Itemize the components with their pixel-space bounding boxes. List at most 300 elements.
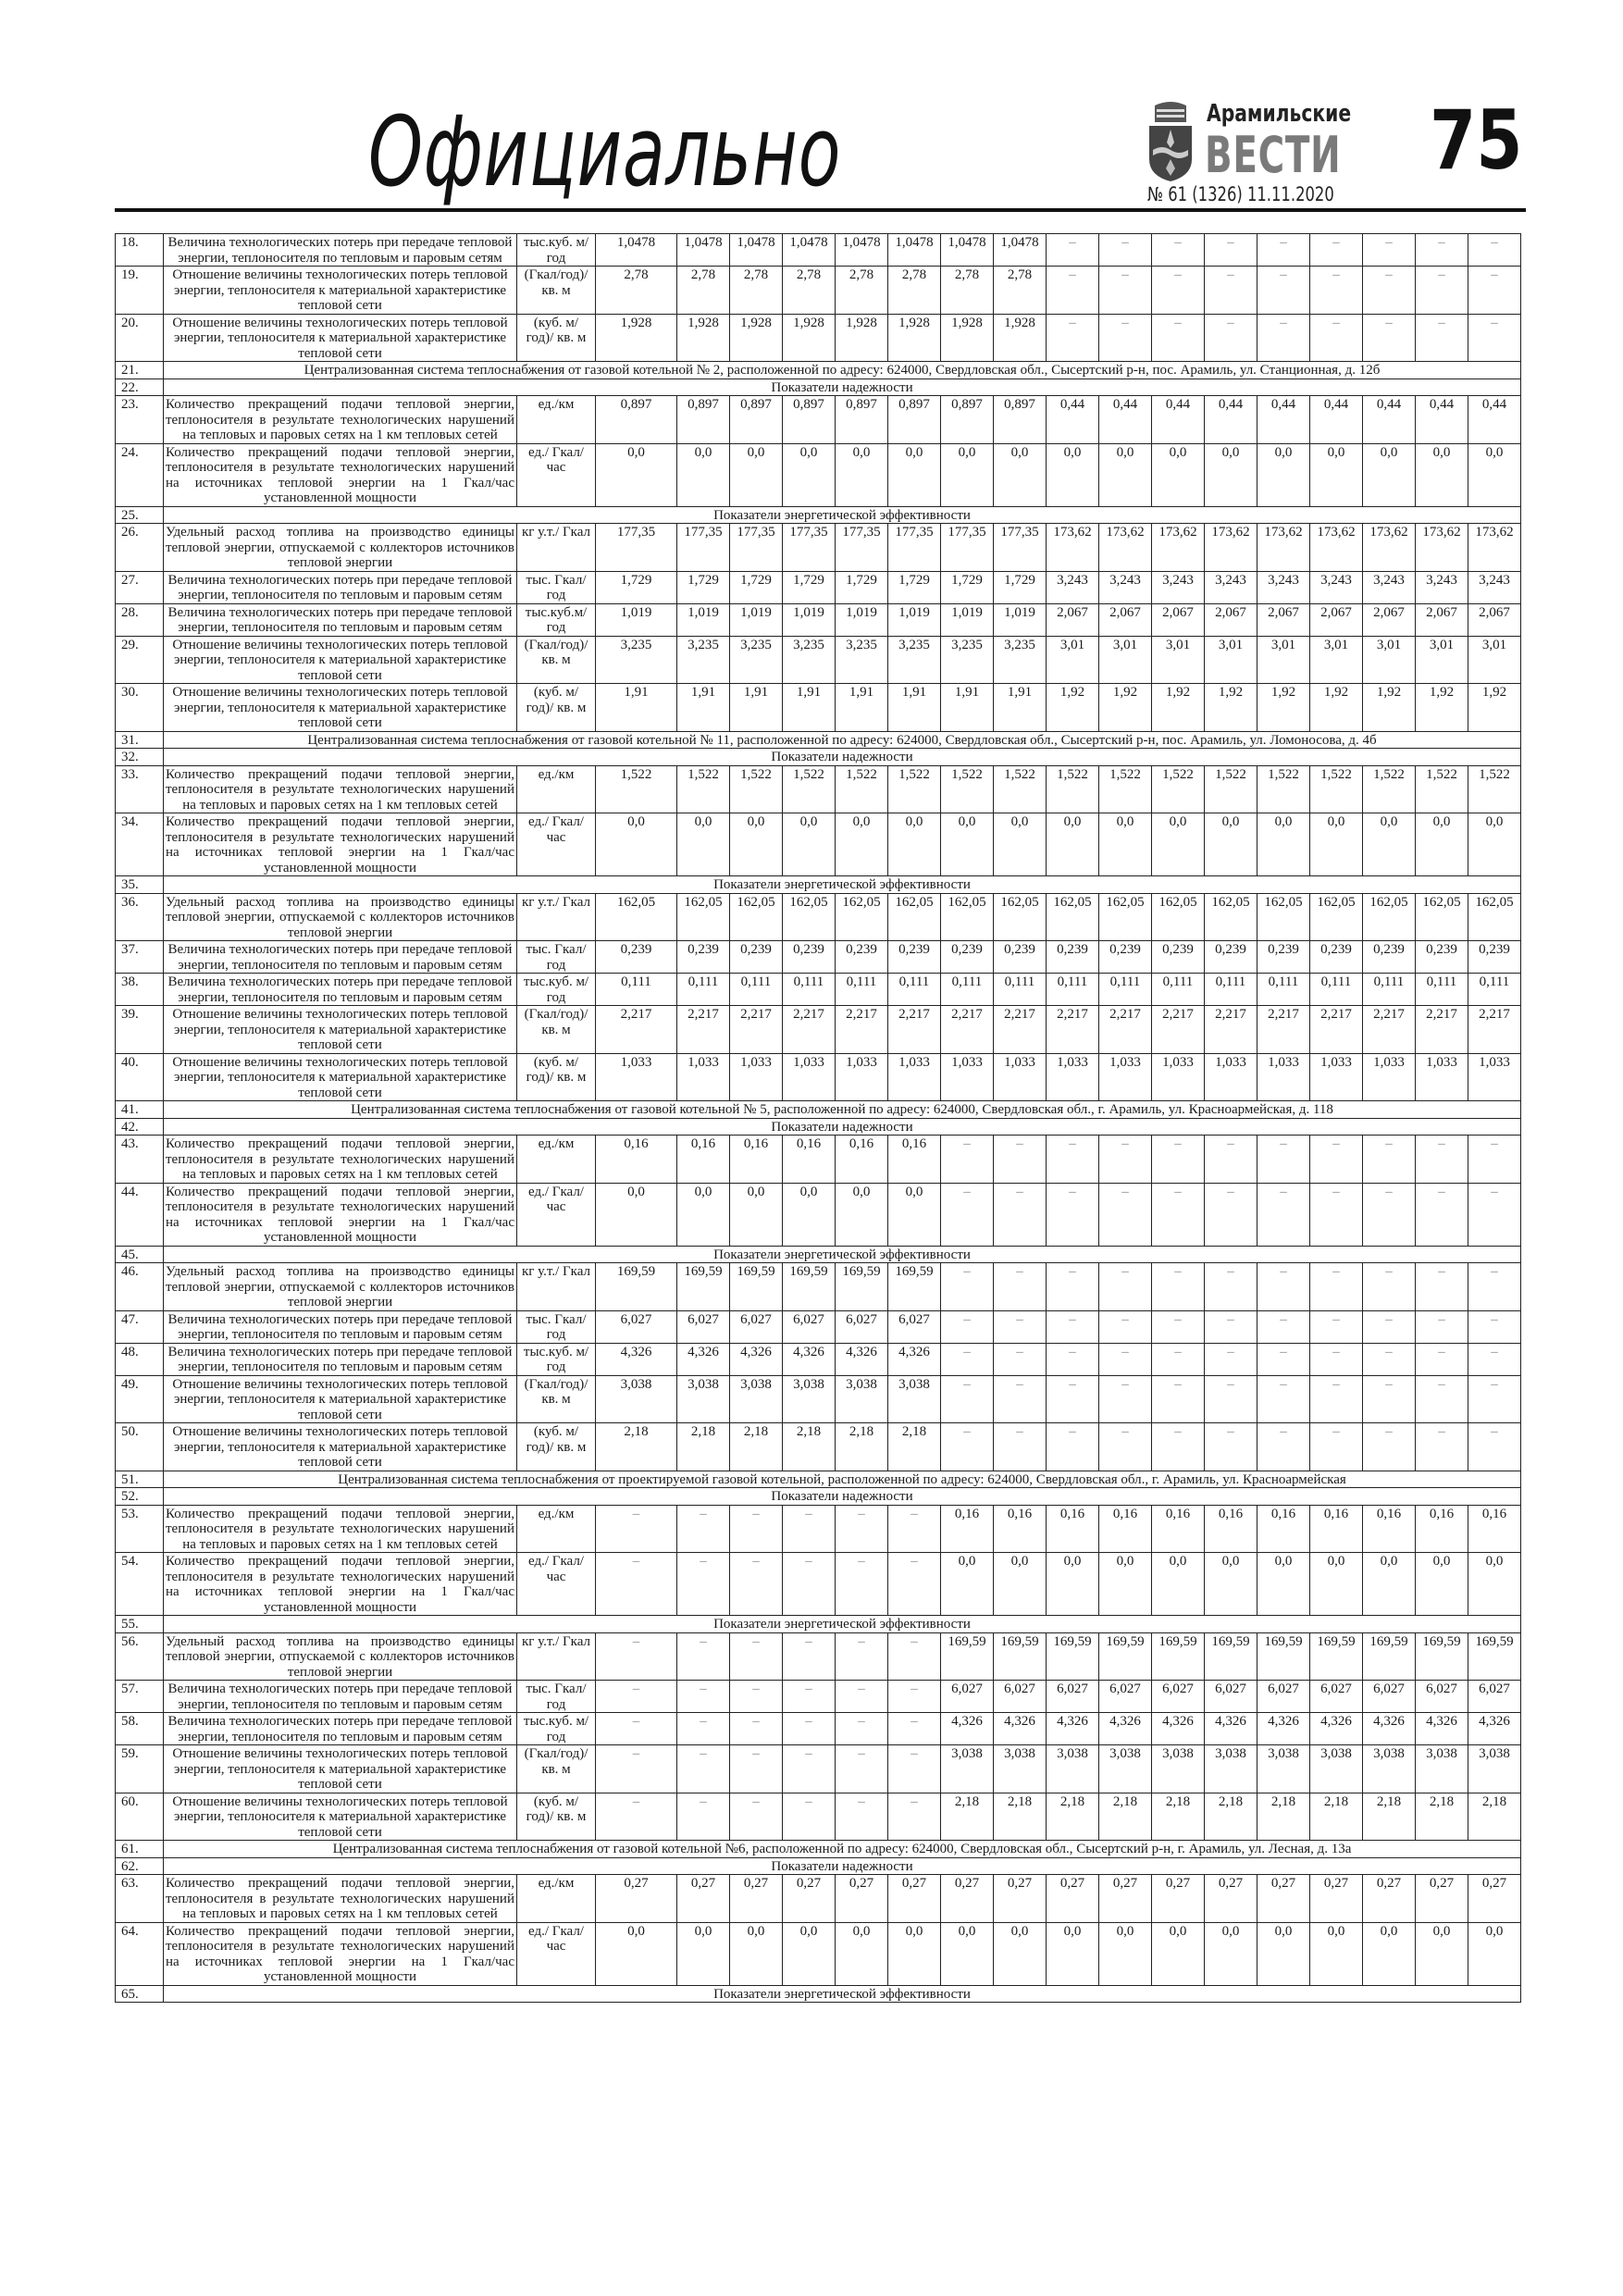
value-cell: 1,522 bbox=[783, 765, 836, 813]
value-cell: 0,0 bbox=[596, 1922, 677, 1985]
value-cell: 162,05 bbox=[1099, 893, 1152, 941]
section-heading: Централизованная система теплоснабжения от газовой котельной № 5, расположенной по адресу: 624000, Свердловская обл., г. Арамиль, ул. Красноармейская, д. 118 bbox=[164, 1101, 1521, 1119]
value-cell: 0,0 bbox=[1152, 1922, 1205, 1985]
value-cell: 3,038 bbox=[1205, 1745, 1258, 1793]
unit-cell: (Гкал/год)/ кв. м bbox=[517, 636, 596, 684]
value-cell: – bbox=[1099, 267, 1152, 315]
row-number: 36. bbox=[116, 893, 164, 941]
row-number: 64. bbox=[116, 1922, 164, 1985]
value-cell: 4,326 bbox=[836, 1343, 888, 1375]
value-cell: 1,928 bbox=[677, 314, 730, 362]
value-cell: 3,038 bbox=[994, 1745, 1047, 1793]
indicator-name: Количество прекращений подачи тепловой энергии, теплоносителя в результате технологических нарушений на тепловых и паровых сетях на 1 км тепловых сетей bbox=[164, 396, 517, 444]
value-cell: – bbox=[994, 1310, 1047, 1343]
section-heading: Централизованная система теплоснабжения от проектируемой газовой котельной, расположенной по адресу: 624000, Свердловская обл., г. Арамиль, ул. Красноармейская bbox=[164, 1471, 1521, 1488]
value-cell: 4,326 bbox=[1047, 1713, 1099, 1745]
value-cell: – bbox=[1152, 1423, 1205, 1471]
value-cell: 0,111 bbox=[783, 974, 836, 1006]
value-cell: 0,0 bbox=[1205, 813, 1258, 876]
row-number: 43. bbox=[116, 1136, 164, 1184]
value-cell: 0,0 bbox=[1152, 443, 1205, 506]
row-number: 41. bbox=[116, 1101, 164, 1119]
value-cell: – bbox=[596, 1505, 677, 1553]
unit-cell: тыс.куб. м/ год bbox=[517, 974, 596, 1006]
value-cell: – bbox=[1099, 1263, 1152, 1311]
value-cell: – bbox=[1310, 1423, 1363, 1471]
value-cell: 0,0 bbox=[677, 1183, 730, 1246]
value-cell: 2,217 bbox=[1205, 1006, 1258, 1054]
indicator-name: Отношение величины технологических потерь тепловой энергии, теплоносителя к материальной характеристике тепловой сети bbox=[164, 1006, 517, 1054]
value-cell: 1,928 bbox=[836, 314, 888, 362]
unit-cell: кг у.т./ Гкал bbox=[517, 893, 596, 941]
row-number: 29. bbox=[116, 636, 164, 684]
value-cell: – bbox=[1310, 314, 1363, 362]
value-cell: 173,62 bbox=[1205, 524, 1258, 572]
value-cell: 0,0 bbox=[1099, 813, 1152, 876]
value-cell: 3,01 bbox=[1258, 636, 1310, 684]
value-cell: 2,18 bbox=[730, 1423, 783, 1471]
value-cell: 169,59 bbox=[888, 1263, 941, 1311]
value-cell: 0,897 bbox=[677, 396, 730, 444]
value-cell: – bbox=[1416, 314, 1468, 362]
value-cell: – bbox=[1099, 1423, 1152, 1471]
value-cell: 0,0 bbox=[1363, 1922, 1416, 1985]
value-cell: 3,235 bbox=[596, 636, 677, 684]
value-cell: 0,16 bbox=[677, 1136, 730, 1184]
value-cell: 2,18 bbox=[1416, 1793, 1468, 1841]
value-cell: – bbox=[1047, 1423, 1099, 1471]
value-cell: 0,0 bbox=[1258, 813, 1310, 876]
value-cell: 6,027 bbox=[888, 1310, 941, 1343]
value-cell: 3,243 bbox=[1047, 571, 1099, 603]
section-heading: Показатели надежности bbox=[164, 1488, 1521, 1506]
table-row bbox=[116, 234, 1521, 267]
value-cell: 169,59 bbox=[1047, 1632, 1099, 1681]
value-cell: 1,033 bbox=[1363, 1053, 1416, 1101]
value-cell: 1,91 bbox=[783, 684, 836, 732]
value-cell: 4,326 bbox=[888, 1343, 941, 1375]
value-cell: 1,522 bbox=[1152, 765, 1205, 813]
value-cell: – bbox=[1363, 1310, 1416, 1343]
value-cell: 169,59 bbox=[596, 1263, 677, 1311]
value-cell: 0,0 bbox=[1416, 1922, 1468, 1985]
value-cell: – bbox=[1258, 1375, 1310, 1423]
value-cell: 3,038 bbox=[1047, 1745, 1099, 1793]
value-cell: 173,62 bbox=[1363, 524, 1416, 572]
value-cell: – bbox=[1363, 1343, 1416, 1375]
value-cell: 2,18 bbox=[836, 1423, 888, 1471]
value-cell: 173,62 bbox=[1099, 524, 1152, 572]
value-cell: 1,928 bbox=[783, 314, 836, 362]
value-cell: 2,217 bbox=[783, 1006, 836, 1054]
value-cell: – bbox=[1258, 234, 1310, 267]
value-cell: 0,16 bbox=[1047, 1505, 1099, 1553]
value-cell: 2,18 bbox=[783, 1423, 836, 1471]
value-cell: – bbox=[994, 1136, 1047, 1184]
value-cell: 0,111 bbox=[596, 974, 677, 1006]
value-cell: – bbox=[1099, 314, 1152, 362]
row-number: 28. bbox=[116, 603, 164, 636]
indicator-name: Величина технологических потерь при передаче тепловой энергии, теплоносителя по тепловым и паровым сетям bbox=[164, 571, 517, 603]
value-cell: 0,239 bbox=[1152, 941, 1205, 974]
value-cell: 0,16 bbox=[1416, 1505, 1468, 1553]
indicator-name: Отношение величины технологических потерь тепловой энергии, теплоносителя к материальной характеристике тепловой сети bbox=[164, 684, 517, 732]
value-cell: – bbox=[1416, 1183, 1468, 1246]
value-cell: 173,62 bbox=[1047, 524, 1099, 572]
value-cell: 0,27 bbox=[941, 1875, 994, 1923]
value-cell: – bbox=[730, 1793, 783, 1841]
value-cell: 169,59 bbox=[730, 1263, 783, 1311]
value-cell: 0,27 bbox=[1310, 1875, 1363, 1923]
value-cell: 2,217 bbox=[1468, 1006, 1521, 1054]
value-cell: 1,019 bbox=[941, 603, 994, 636]
value-cell: 0,0 bbox=[730, 443, 783, 506]
value-cell: 1,729 bbox=[941, 571, 994, 603]
indicator-name: Отношение величины технологических потерь тепловой энергии, теплоносителя к материальной характеристике тепловой сети bbox=[164, 1793, 517, 1841]
value-cell: 1,033 bbox=[596, 1053, 677, 1101]
value-cell: 0,0 bbox=[1152, 813, 1205, 876]
value-cell: 1,033 bbox=[1152, 1053, 1205, 1101]
value-cell: – bbox=[1099, 1310, 1152, 1343]
value-cell: 3,038 bbox=[1258, 1745, 1310, 1793]
value-cell: 169,59 bbox=[1416, 1632, 1468, 1681]
value-cell: 2,217 bbox=[1310, 1006, 1363, 1054]
table-row bbox=[116, 813, 1521, 876]
value-cell: 169,59 bbox=[1363, 1632, 1416, 1681]
indicator-name: Удельный расход топлива на производство единицы тепловой энергии, отпускаемой с коллекторов источников тепловой энергии bbox=[164, 1263, 517, 1311]
value-cell: 162,05 bbox=[730, 893, 783, 941]
section-row bbox=[116, 1488, 1521, 1506]
value-cell: 2,217 bbox=[1152, 1006, 1205, 1054]
value-cell: 0,16 bbox=[1099, 1505, 1152, 1553]
value-cell: 2,217 bbox=[730, 1006, 783, 1054]
value-cell: 3,038 bbox=[1468, 1745, 1521, 1793]
row-number: 55. bbox=[116, 1616, 164, 1633]
unit-cell: ед./ Гкал/час bbox=[517, 443, 596, 506]
value-cell: – bbox=[1416, 1343, 1468, 1375]
section-row bbox=[116, 1118, 1521, 1136]
value-cell: 177,35 bbox=[888, 524, 941, 572]
value-cell: 0,44 bbox=[1152, 396, 1205, 444]
value-cell: 1,92 bbox=[1047, 684, 1099, 732]
value-cell: – bbox=[677, 1553, 730, 1616]
value-cell: 2,78 bbox=[783, 267, 836, 315]
unit-cell: ед./ Гкал/час bbox=[517, 813, 596, 876]
value-cell: 169,59 bbox=[677, 1263, 730, 1311]
value-cell: 1,91 bbox=[836, 684, 888, 732]
value-cell: 1,928 bbox=[994, 314, 1047, 362]
value-cell: 162,05 bbox=[994, 893, 1047, 941]
value-cell: 1,033 bbox=[783, 1053, 836, 1101]
value-cell: 0,16 bbox=[1152, 1505, 1205, 1553]
value-cell: 0,111 bbox=[1258, 974, 1310, 1006]
value-cell: 0,44 bbox=[1205, 396, 1258, 444]
value-cell: – bbox=[783, 1793, 836, 1841]
indicator-name: Отношение величины технологических потерь тепловой энергии, теплоносителя к материальной характеристике тепловой сети bbox=[164, 314, 517, 362]
indicator-name: Отношение величины технологических потерь тепловой энергии, теплоносителя к материальной характеристике тепловой сети bbox=[164, 1053, 517, 1101]
value-cell: – bbox=[596, 1632, 677, 1681]
value-cell: 0,44 bbox=[1416, 396, 1468, 444]
value-cell: 177,35 bbox=[730, 524, 783, 572]
value-cell: 3,235 bbox=[730, 636, 783, 684]
section-row bbox=[116, 1841, 1521, 1858]
value-cell: 1,91 bbox=[677, 684, 730, 732]
value-cell: 3,01 bbox=[1310, 636, 1363, 684]
indicator-name: Отношение величины технологических потерь тепловой энергии, теплоносителя к материальной характеристике тепловой сети bbox=[164, 1423, 517, 1471]
value-cell: 173,62 bbox=[1310, 524, 1363, 572]
unit-cell: ед./км bbox=[517, 1875, 596, 1923]
table-row bbox=[116, 267, 1521, 315]
value-cell: 1,729 bbox=[994, 571, 1047, 603]
value-cell: 169,59 bbox=[1468, 1632, 1521, 1681]
value-cell: – bbox=[1310, 234, 1363, 267]
value-cell: 0,239 bbox=[783, 941, 836, 974]
value-cell: 177,35 bbox=[941, 524, 994, 572]
value-cell: 2,067 bbox=[1047, 603, 1099, 636]
value-cell: 0,111 bbox=[1047, 974, 1099, 1006]
value-cell: – bbox=[1047, 267, 1099, 315]
value-cell: 3,038 bbox=[1363, 1745, 1416, 1793]
value-cell: 1,92 bbox=[1205, 684, 1258, 732]
indicator-name: Удельный расход топлива на производство единицы тепловой энергии, отпускаемой с коллекторов источников тепловой энергии bbox=[164, 893, 517, 941]
value-cell: – bbox=[941, 1263, 994, 1311]
value-cell: 0,0 bbox=[1258, 1922, 1310, 1985]
value-cell: – bbox=[1258, 1423, 1310, 1471]
section-heading: Показатели надежности bbox=[164, 1118, 1521, 1136]
value-cell: 1,729 bbox=[677, 571, 730, 603]
section-heading: Показатели энергетической эффективности bbox=[164, 876, 1521, 894]
value-cell: – bbox=[836, 1505, 888, 1553]
row-number: 31. bbox=[116, 731, 164, 749]
value-cell: – bbox=[1468, 234, 1521, 267]
value-cell: 0,0 bbox=[596, 1183, 677, 1246]
value-cell: – bbox=[941, 1375, 994, 1423]
value-cell: – bbox=[994, 1423, 1047, 1471]
value-cell: – bbox=[596, 1793, 677, 1841]
value-cell: 0,0 bbox=[994, 813, 1047, 876]
value-cell: 0,27 bbox=[1363, 1875, 1416, 1923]
value-cell: 6,027 bbox=[1258, 1681, 1310, 1713]
value-cell: 0,0 bbox=[836, 443, 888, 506]
table-row bbox=[116, 524, 1521, 572]
value-cell: 0,0 bbox=[941, 813, 994, 876]
value-cell: 3,243 bbox=[1310, 571, 1363, 603]
value-cell: 3,243 bbox=[1099, 571, 1152, 603]
value-cell: 0,16 bbox=[888, 1136, 941, 1184]
value-cell: – bbox=[1416, 1423, 1468, 1471]
table-row bbox=[116, 636, 1521, 684]
value-cell: – bbox=[1363, 314, 1416, 362]
table-row bbox=[116, 1875, 1521, 1923]
value-cell: 0,0 bbox=[1099, 1553, 1152, 1616]
value-cell: 0,0 bbox=[783, 1183, 836, 1246]
table-row bbox=[116, 1375, 1521, 1423]
value-cell: 1,033 bbox=[1258, 1053, 1310, 1101]
value-cell: 1,522 bbox=[1468, 765, 1521, 813]
value-cell: 3,243 bbox=[1416, 571, 1468, 603]
value-cell: – bbox=[1152, 1183, 1205, 1246]
value-cell: – bbox=[1468, 1375, 1521, 1423]
indicator-name: Отношение величины технологических потерь тепловой энергии, теплоносителя к материальной характеристике тепловой сети bbox=[164, 267, 517, 315]
value-cell: – bbox=[730, 1632, 783, 1681]
value-cell: 1,92 bbox=[1099, 684, 1152, 732]
value-cell: 1,522 bbox=[1258, 765, 1310, 813]
indicator-name: Отношение величины технологических потерь тепловой энергии, теплоносителя к материальной характеристике тепловой сети bbox=[164, 1745, 517, 1793]
section-title: Официально bbox=[368, 95, 842, 208]
value-cell: 6,027 bbox=[1468, 1681, 1521, 1713]
row-number: 22. bbox=[116, 379, 164, 396]
value-cell: 3,038 bbox=[596, 1375, 677, 1423]
value-cell: 0,111 bbox=[1152, 974, 1205, 1006]
value-cell: – bbox=[1416, 1136, 1468, 1184]
value-cell: 0,0 bbox=[941, 1553, 994, 1616]
value-cell: 4,326 bbox=[1363, 1713, 1416, 1745]
value-cell: – bbox=[730, 1681, 783, 1713]
value-cell: 1,0478 bbox=[730, 234, 783, 267]
table-row bbox=[116, 1681, 1521, 1713]
value-cell: 1,033 bbox=[1416, 1053, 1468, 1101]
value-cell: 1,0478 bbox=[596, 234, 677, 267]
value-cell: 0,239 bbox=[1258, 941, 1310, 974]
value-cell: 6,027 bbox=[783, 1310, 836, 1343]
value-cell: 1,019 bbox=[730, 603, 783, 636]
value-cell: 2,067 bbox=[1310, 603, 1363, 636]
value-cell: – bbox=[1416, 1263, 1468, 1311]
indicator-name: Величина технологических потерь при передаче тепловой энергии, теплоносителя по тепловым и паровым сетям bbox=[164, 603, 517, 636]
value-cell: 1,033 bbox=[1310, 1053, 1363, 1101]
value-cell: 169,59 bbox=[836, 1263, 888, 1311]
row-number: 25. bbox=[116, 506, 164, 524]
unit-cell: ед./км bbox=[517, 1505, 596, 1553]
value-cell: – bbox=[1152, 1136, 1205, 1184]
value-cell: 0,16 bbox=[1468, 1505, 1521, 1553]
value-cell: 0,111 bbox=[1416, 974, 1468, 1006]
row-number: 26. bbox=[116, 524, 164, 572]
value-cell: – bbox=[888, 1632, 941, 1681]
value-cell: 1,91 bbox=[730, 684, 783, 732]
value-cell: – bbox=[1416, 234, 1468, 267]
value-cell: – bbox=[836, 1632, 888, 1681]
section-row bbox=[116, 362, 1521, 379]
value-cell: 0,0 bbox=[1205, 1553, 1258, 1616]
value-cell: 1,522 bbox=[1363, 765, 1416, 813]
value-cell: 0,111 bbox=[888, 974, 941, 1006]
table-row bbox=[116, 396, 1521, 444]
section-row bbox=[116, 1616, 1521, 1633]
issue-info: № 61 (1326) 11.11.2020 bbox=[1147, 183, 1334, 205]
value-cell: 0,897 bbox=[596, 396, 677, 444]
value-cell: – bbox=[1152, 1263, 1205, 1311]
value-cell: 0,0 bbox=[1310, 443, 1363, 506]
indicator-name: Количество прекращений подачи тепловой энергии, теплоносителя в результате технологических нарушений на источниках тепловой энергии на 1 Гкал/час установленной мощности bbox=[164, 443, 517, 506]
row-number: 62. bbox=[116, 1857, 164, 1875]
value-cell: 6,027 bbox=[677, 1310, 730, 1343]
value-cell: – bbox=[888, 1793, 941, 1841]
value-cell: – bbox=[1310, 1375, 1363, 1423]
table-row bbox=[116, 1745, 1521, 1793]
value-cell: 2,217 bbox=[1099, 1006, 1152, 1054]
value-cell: – bbox=[730, 1553, 783, 1616]
value-cell: – bbox=[783, 1681, 836, 1713]
value-cell: 3,235 bbox=[888, 636, 941, 684]
value-cell: 2,78 bbox=[941, 267, 994, 315]
table-row bbox=[116, 1713, 1521, 1745]
value-cell: 2,78 bbox=[730, 267, 783, 315]
value-cell: 0,0 bbox=[1468, 1922, 1521, 1985]
value-cell: 2,18 bbox=[677, 1423, 730, 1471]
value-cell: 0,0 bbox=[783, 1922, 836, 1985]
value-cell: – bbox=[1152, 1310, 1205, 1343]
value-cell: – bbox=[1205, 314, 1258, 362]
indicator-name: Количество прекращений подачи тепловой энергии, теплоносителя в результате технологических нарушений на источниках тепловой энергии на 1 Гкал/час установленной мощности bbox=[164, 1183, 517, 1246]
table-row bbox=[116, 1793, 1521, 1841]
value-cell: 6,027 bbox=[596, 1310, 677, 1343]
value-cell: 2,067 bbox=[1363, 603, 1416, 636]
value-cell: 1,729 bbox=[836, 571, 888, 603]
unit-cell: кг у.т./ Гкал bbox=[517, 524, 596, 572]
value-cell: 0,27 bbox=[1468, 1875, 1521, 1923]
value-cell: 0,239 bbox=[677, 941, 730, 974]
value-cell: 0,27 bbox=[1152, 1875, 1205, 1923]
value-cell: 1,0478 bbox=[783, 234, 836, 267]
value-cell: 2,217 bbox=[1258, 1006, 1310, 1054]
value-cell: – bbox=[1099, 1375, 1152, 1423]
value-cell: 1,0478 bbox=[677, 234, 730, 267]
value-cell: 3,038 bbox=[888, 1375, 941, 1423]
value-cell: 0,897 bbox=[836, 396, 888, 444]
value-cell: – bbox=[1310, 1183, 1363, 1246]
value-cell: 0,0 bbox=[1468, 443, 1521, 506]
row-number: 23. bbox=[116, 396, 164, 444]
value-cell: 1,033 bbox=[941, 1053, 994, 1101]
value-cell: 0,0 bbox=[1363, 813, 1416, 876]
value-cell: 1,033 bbox=[1047, 1053, 1099, 1101]
value-cell: 1,92 bbox=[1468, 684, 1521, 732]
value-cell: 2,067 bbox=[1099, 603, 1152, 636]
value-cell: 3,038 bbox=[1310, 1745, 1363, 1793]
value-cell: 2,78 bbox=[994, 267, 1047, 315]
row-number: 65. bbox=[116, 1985, 164, 2003]
value-cell: 6,027 bbox=[1363, 1681, 1416, 1713]
value-cell: – bbox=[836, 1745, 888, 1793]
value-cell: – bbox=[1047, 1310, 1099, 1343]
indicator-name: Количество прекращений подачи тепловой энергии, теплоносителя в результате технологических нарушений на источниках тепловой энергии на 1 Гкал/час установленной мощности bbox=[164, 813, 517, 876]
value-cell: – bbox=[836, 1553, 888, 1616]
value-cell: 1,522 bbox=[836, 765, 888, 813]
value-cell: – bbox=[730, 1505, 783, 1553]
value-cell: 0,0 bbox=[1047, 813, 1099, 876]
value-cell: – bbox=[1205, 1263, 1258, 1311]
value-cell: 173,62 bbox=[1416, 524, 1468, 572]
value-cell: 3,01 bbox=[1152, 636, 1205, 684]
value-cell: 0,111 bbox=[1310, 974, 1363, 1006]
table-row bbox=[116, 571, 1521, 603]
table-row bbox=[116, 1423, 1521, 1471]
value-cell: – bbox=[1047, 234, 1099, 267]
value-cell: 1,522 bbox=[730, 765, 783, 813]
row-number: 45. bbox=[116, 1246, 164, 1263]
value-cell: 1,92 bbox=[1310, 684, 1363, 732]
value-cell: 0,897 bbox=[730, 396, 783, 444]
row-number: 38. bbox=[116, 974, 164, 1006]
table-row bbox=[116, 1006, 1521, 1054]
value-cell: – bbox=[836, 1793, 888, 1841]
value-cell: – bbox=[994, 1183, 1047, 1246]
value-cell: 1,522 bbox=[941, 765, 994, 813]
value-cell: 0,239 bbox=[1047, 941, 1099, 974]
value-cell: 169,59 bbox=[783, 1263, 836, 1311]
value-cell: 2,18 bbox=[1152, 1793, 1205, 1841]
